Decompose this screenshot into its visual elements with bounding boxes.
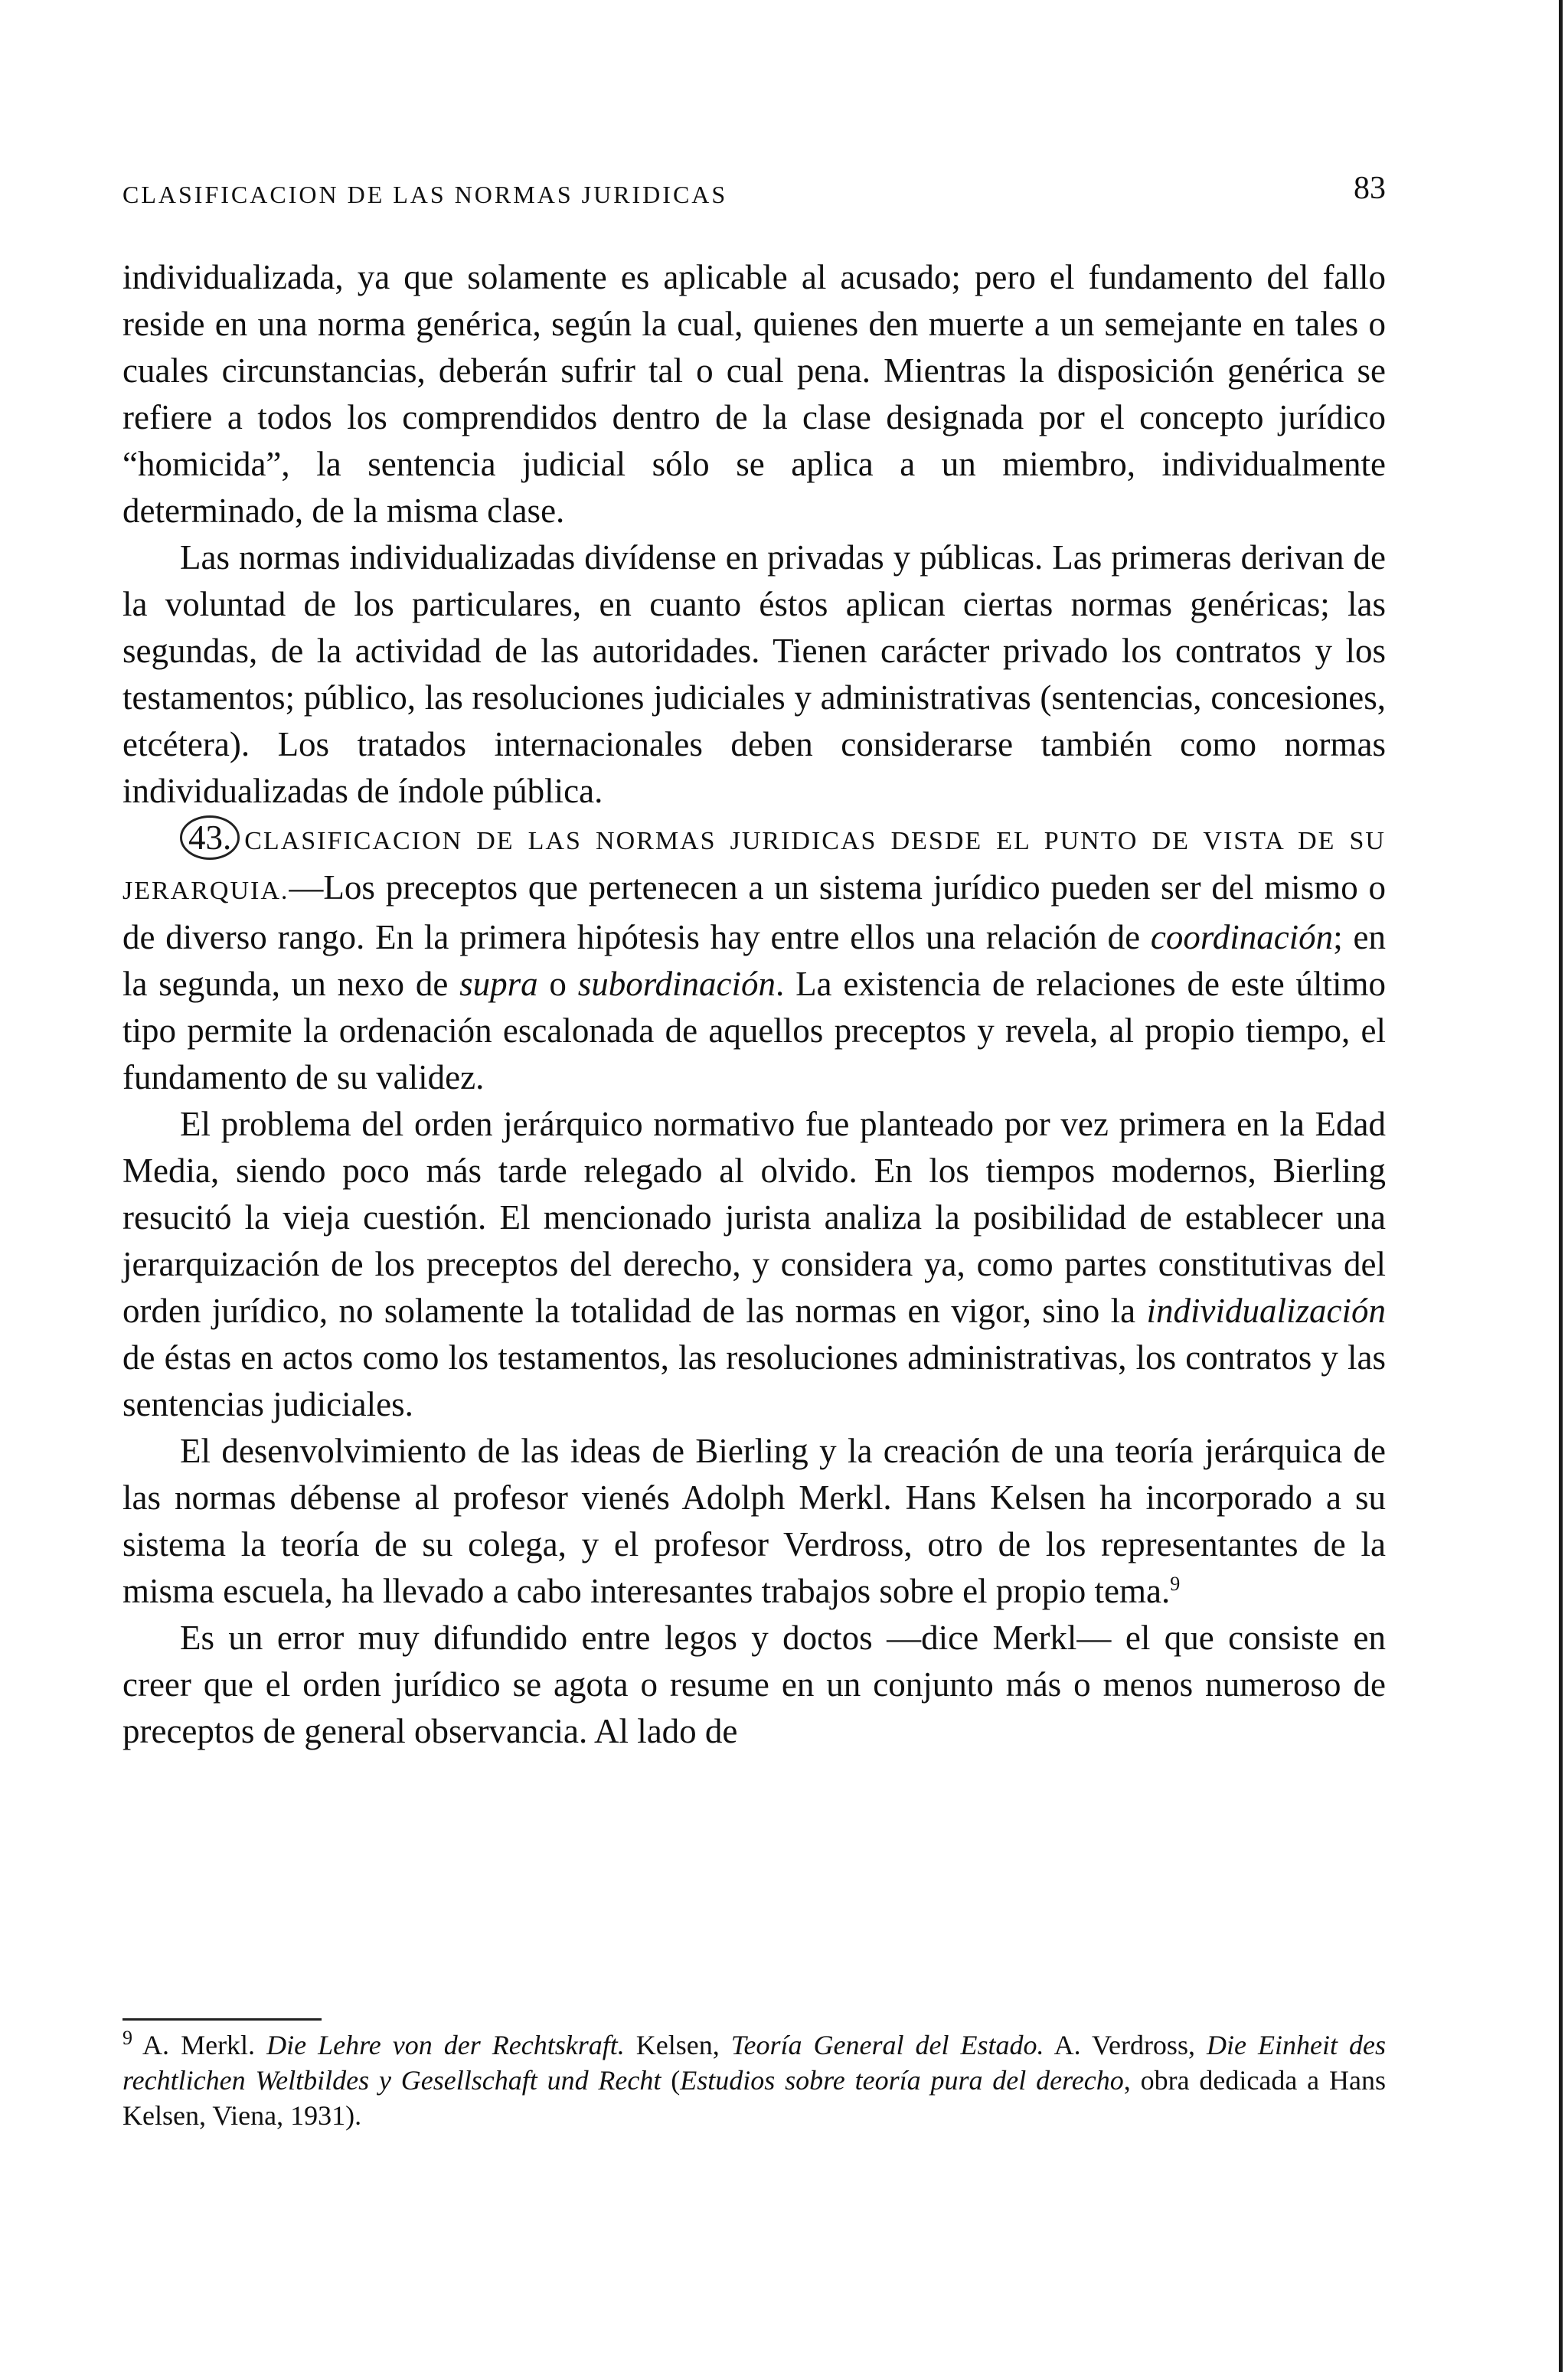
paragraph-6: Es un error muy difundido entre legos y doctos —dice Merkl— el que consiste en creer que el orden jurídico se agota o resume en un conjunto más o menos numeroso de preceptos de general observancia. Al lado de (122, 1619, 1386, 1750)
footnote-separator (122, 2018, 322, 2021)
section-number: 43. (180, 815, 240, 860)
paragraph-4-text-b: de éstas en actos como los testamentos, las resoluciones administrativas, los contratos y las sentencias judiciales. (122, 1338, 1386, 1423)
paragraph-4-text-a: El problema del orden jerárquico normativo fue planteado por vez primera en la Edad Media, siendo poco más tarde relegado al olvido. En los tiempos modernos, Bierling resucitó la vieja cuestión. El mencionado jurista analiza la posibilidad de establecer una jerarquización de los preceptos del derecho, y considera ya, como partes constitutivas del orden jurídico, no solamente la totalidad de las normas en vigor, sino la (122, 1105, 1386, 1330)
page-number: 83 (1354, 171, 1386, 206)
section-text-c: o (537, 965, 578, 1003)
page-edge-shadow (1559, 0, 1563, 2372)
section-heading: CLASIFICACION DE LAS NORMAS JURIDICAS DESDE EL PUNTO DE VISTA DE SU JERARQUIA. (122, 827, 1386, 905)
footnote-block (122, 2027, 1386, 2133)
footnote-author-kelsen: Kelsen, (635, 2030, 720, 2060)
footnote-title-estudios: Estudios sobre teoría pura del derecho (680, 2065, 1124, 2096)
section-text-b: ; en la segunda, un nexo de (122, 918, 1386, 1003)
paragraph-5 (122, 1428, 1386, 1615)
footnote-reference: 9 (1170, 1573, 1181, 1595)
footnote-title-merkl: Die Lehre von der Rechtskraft. (266, 2030, 625, 2060)
page-header (122, 170, 1386, 216)
paragraph-4 (122, 1101, 1386, 1428)
footnote-author-verdross: A. Verdross, (1054, 2030, 1195, 2060)
paragraph-2: Las normas individualizadas divídense en privadas y públicas. Las primeras derivan de la voluntad de los particulares, en cuanto éstos aplican ciertas normas genéricas; las segundas, de la actividad de las autoridades. Tienen carácter privado los contratos y los testamentos; público, las resoluciones judiciales y administrativas (sentencias, concesiones, etcétera). Los tratados internacionales deben considerarse también como normas individualizadas de índole pública. (122, 538, 1386, 810)
section-text-a: —Los preceptos que pertenecen a un sistema jurídico pueden ser del mismo o de diverso rango. En la primera hipótesis hay entre ellos una relación de (122, 868, 1386, 956)
term-supra: supra (459, 965, 538, 1003)
body-text (122, 254, 1386, 1755)
section-43-paragraph (122, 815, 1386, 1101)
section-text-d: . La existencia de relaciones de este último tipo permite la ordenación escalonada de aquellos preceptos y revela, al propio tiempo, el fundamento de su validez. (122, 965, 1386, 1096)
footnote-author-merkl: A. Merkl. (142, 2030, 256, 2060)
footnote-text-a: ( (661, 2065, 681, 2096)
footnote-title-kelsen: Teoría General del Estado. (730, 2030, 1044, 2060)
footnote-text-b: , obra dedicada a Hans Kelsen, Viena, 1931). (122, 2065, 1386, 2131)
footnote-marker: 9 (122, 2027, 132, 2049)
term-individualizacion: individualización (1146, 1292, 1386, 1330)
term-coordinacion: coordinación (1150, 918, 1334, 956)
term-subordinacion: subordinación (577, 965, 776, 1003)
footnote-title-verdross: Die Einheit des rechtlichen Weltbildes y Gesellschaft und Recht (122, 2030, 1387, 2096)
paragraph-5-text: El desenvolvimiento de las ideas de Bierling y la creación de una teoría jerárquica de las normas débense al profesor vienés Adolph Merkl. Hans Kelsen ha incorporado a su sistema la teoría de su colega, y el profesor Verdross, otro de los representantes de la misma escuela, ha llevado a cabo interesantes trabajos sobre el propio tema. (122, 1432, 1386, 1610)
running-head: CLASIFICACION DE LAS NORMAS JURIDICAS (122, 181, 728, 208)
paragraph-1: individualizada, ya que solamente es aplicable al acusado; pero el fundamento del fallo reside en una norma genérica, según la cual, quienes den muerte a un semejante en tales o cuales circunstancias, deberán sufrir tal o cual pena. Mientras la disposición genérica se refiere a todos los comprendidos dentro de la clase designada por el concepto jurídico “homicida”, la sentencia judicial sólo se aplica a un miembro, individualmente determinado, de la misma clase. (122, 258, 1386, 530)
